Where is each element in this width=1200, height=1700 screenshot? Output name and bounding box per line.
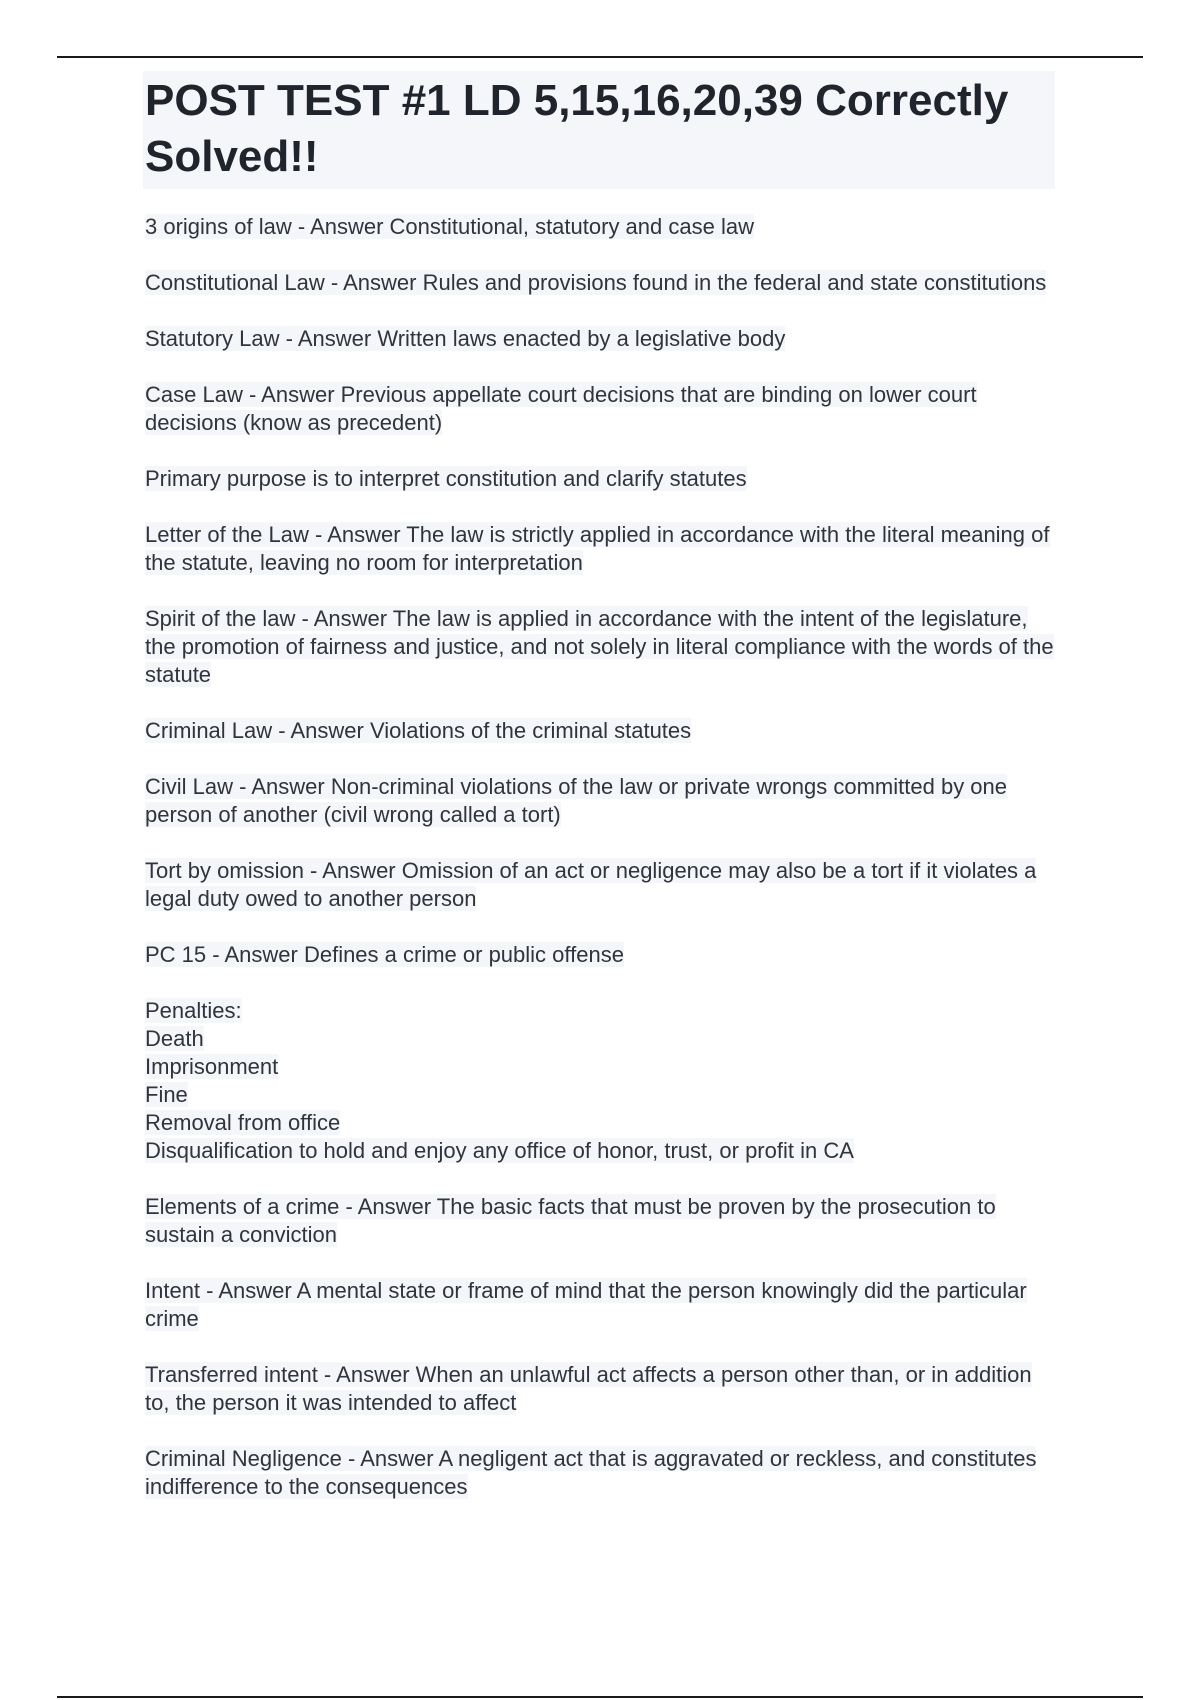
entry-origins-of-law: 3 origins of law - Answer Constitutional, statutory and case law	[145, 214, 754, 239]
penalties-list	[145, 997, 1055, 1165]
entry-constitutional-law: Constitutional Law - Answer Rules and provisions found in the federal and state constitutions	[145, 270, 1047, 295]
entry-criminal-law: Criminal Law - Answer Violations of the criminal statutes	[145, 718, 692, 743]
entry-statutory-law: Statutory Law - Answer Written laws enacted by a legislative body	[145, 326, 786, 351]
document-title: POST TEST #1 LD 5,15,16,20,39 Correctly Solved!!	[145, 76, 1009, 181]
entry-spirit-of-the-law: Spirit of the law - Answer The law is applied in accordance with the intent of the legislature, the promotion of fairness and justice, and not solely in literal compliance with the words of the statute	[145, 606, 1054, 687]
penalty-item: Disqualification to hold and enjoy any office of honor, trust, or profit in CA	[145, 1138, 854, 1163]
penalty-item: Removal from office	[145, 1110, 341, 1135]
document-body	[145, 71, 1055, 1529]
entry-transferred-intent: Transferred intent - Answer When an unlawful act affects a person other than, or in addition to, the person it was intended to affect	[145, 1362, 1032, 1415]
penalty-item: Death	[145, 1026, 204, 1051]
entry-intent: Intent - Answer A mental state or frame of mind that the person knowingly did the particular crime	[145, 1278, 1027, 1331]
entry-primary-purpose: Primary purpose is to interpret constitution and clarify statutes	[145, 466, 747, 491]
bottom-rule	[57, 1696, 1143, 1698]
entry-letter-of-the-law: Letter of the Law - Answer The law is strictly applied in accordance with the literal meaning of the statute, leaving no room for interpretation	[145, 522, 1050, 575]
entry-elements-of-a-crime: Elements of a crime - Answer The basic facts that must be proven by the prosecution to sustain a conviction	[145, 1194, 996, 1247]
entry-civil-law: Civil Law - Answer Non-criminal violations of the law or private wrongs committed by one person of another (civil wrong called a tort)	[145, 774, 1008, 827]
top-rule	[57, 56, 1143, 58]
entry-tort-by-omission: Tort by omission - Answer Omission of an act or negligence may also be a tort if it violates a legal duty owed to another person	[145, 858, 1037, 911]
penalty-item: Fine	[145, 1082, 188, 1107]
title-block	[143, 71, 1055, 189]
entry-pc-15: PC 15 - Answer Defines a crime or public offense	[145, 942, 624, 967]
entry-criminal-negligence: Criminal Negligence - Answer A negligent act that is aggravated or reckless, and constitutes indifference to the consequences	[145, 1446, 1037, 1499]
penalties-heading: Penalties:	[145, 998, 242, 1023]
entry-case-law: Case Law - Answer Previous appellate court decisions that are binding on lower court decisions (know as precedent)	[145, 382, 977, 435]
penalty-item: Imprisonment	[145, 1054, 279, 1079]
